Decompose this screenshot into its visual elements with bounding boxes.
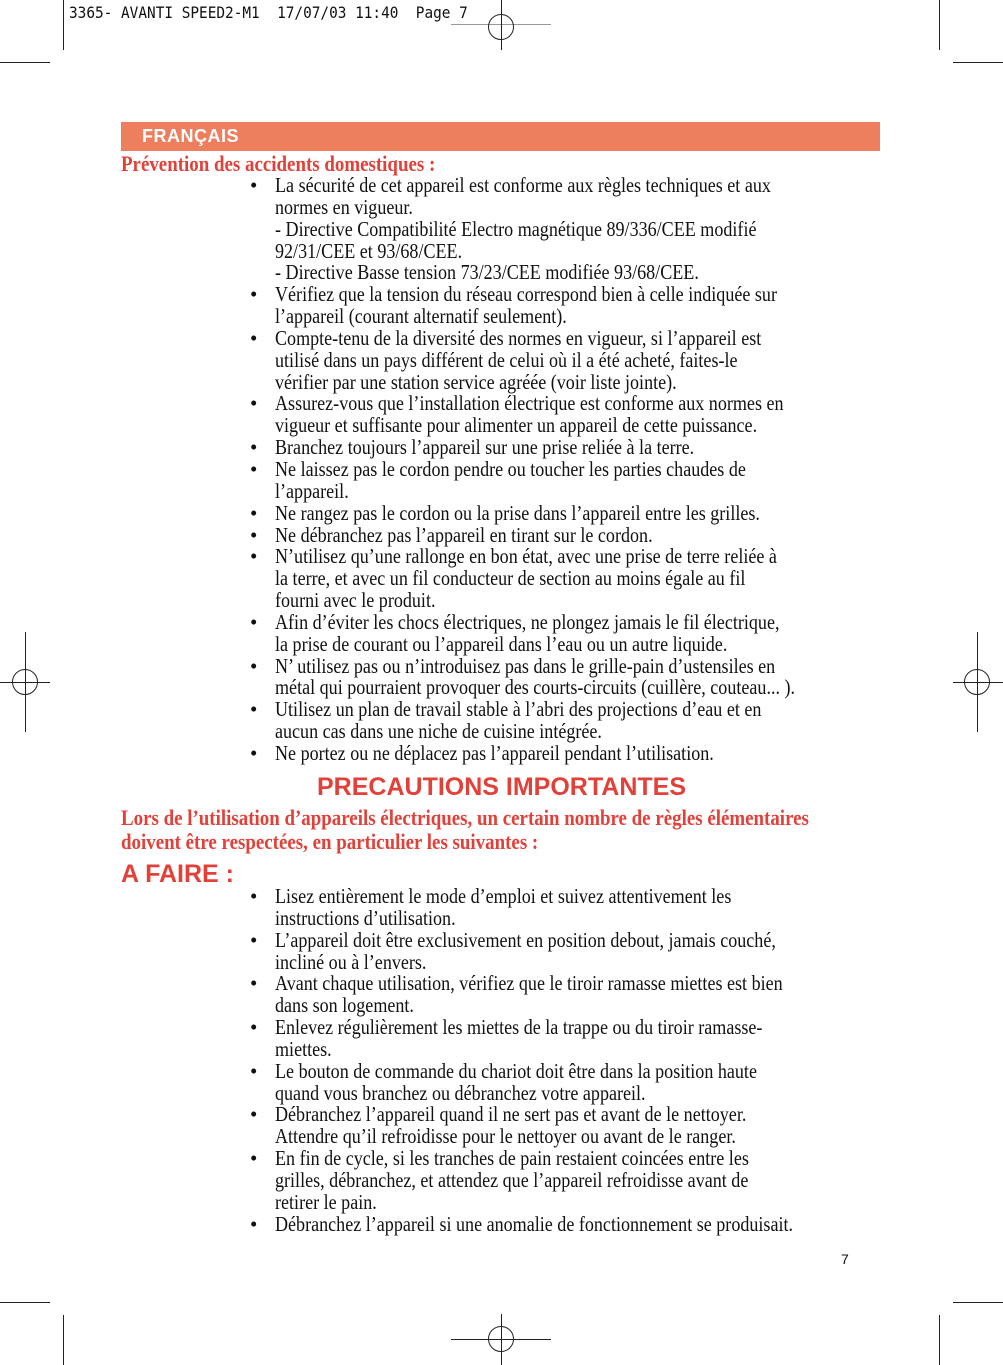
precautions-heading: PRECAUTIONS IMPORTANTES bbox=[317, 773, 686, 801]
crop-mark bbox=[939, 1315, 940, 1365]
list-item-line: - Directive Basse tension 73/23/CEE modifiée 93/68/CEE. bbox=[275, 260, 699, 285]
list-item-line: • Utilisez un plan de travail stable à l’abri des projections d’eau et en bbox=[275, 697, 762, 722]
registration-mark bbox=[12, 669, 38, 695]
list-item-line: • Vérifiez que la tension du réseau correspond bien à celle indiquée sur bbox=[275, 282, 777, 307]
list-item-line: • Afin d’éviter les chocs électriques, ne plongez jamais le fil électrique, bbox=[275, 609, 780, 634]
list-item-line: • En fin de cycle, si les tranches de pain restaient coincées entre les bbox=[275, 1146, 749, 1171]
list-item bbox=[250, 546, 880, 612]
list-item-line: • Compte-tenu de la diversité des normes en vigueur, si l’appareil est bbox=[275, 325, 762, 350]
list-item bbox=[250, 973, 877, 1017]
crop-mark bbox=[0, 62, 50, 63]
crop-mark bbox=[0, 1302, 50, 1303]
crop-mark bbox=[63, 1315, 64, 1365]
list-item bbox=[250, 1017, 877, 1061]
list-item-line: • N’ utilisez pas ou n’introduisez pas dans le grille-pain d’ustensiles en bbox=[275, 653, 776, 678]
list-item-line: vérifier par une station service agréée (voir liste jointe). bbox=[275, 369, 677, 394]
list-item-line: normes en vigueur. bbox=[275, 194, 413, 219]
list-item-line: - Directive Compatibilité Electro magnétique 89/336/CEE modifié bbox=[275, 216, 757, 241]
a-faire-heading: A FAIRE : bbox=[121, 860, 234, 888]
list-item-line: aucun cas dans une niche de cuisine intégrée. bbox=[275, 719, 602, 744]
list-item bbox=[250, 284, 880, 328]
list-item-line: utilisé dans un pays différent de celui où il a été acheté, faites-le bbox=[275, 347, 738, 372]
registration-mark bbox=[964, 669, 990, 695]
list-item-line: • Le bouton de commande du chariot doit être dans la position haute bbox=[275, 1058, 757, 1083]
list-item-line: • Ne débranchez pas l’appareil en tirant sur le cordon. bbox=[275, 522, 653, 547]
list-item-line: métal qui pourraient provoquer des courts-circuits (cuillère, couteau... ). bbox=[275, 675, 796, 700]
list-item-line: dans son logement. bbox=[275, 993, 414, 1018]
list-item-line: • Ne rangez pas le cordon ou la prise dans l’appareil entre les grilles. bbox=[275, 500, 760, 525]
section-title: Prévention des accidents domestiques : bbox=[121, 151, 436, 176]
list-item-line: l’appareil. bbox=[275, 478, 349, 503]
list-item-line: • Assurez-vous que l’installation électrique est conforme aux normes en bbox=[275, 391, 784, 416]
crop-mark bbox=[953, 62, 1003, 63]
list-item bbox=[250, 1104, 877, 1148]
list-item-line: la terre, et avec un fil conducteur de section au moins égale au fil bbox=[275, 566, 746, 591]
print-slug: 3365- AVANTI SPEED2-M1 17/07/03 11:40 Page 7 bbox=[69, 3, 468, 22]
list-item-line: • Lisez entièrement le mode d’emploi et suivez attentivement les bbox=[275, 884, 732, 908]
list-item-line: • L’appareil doit être exclusivement en position debout, jamais couché, bbox=[275, 927, 776, 952]
list-item bbox=[250, 609, 880, 656]
list-item-line: • Ne portez ou ne déplacez pas l’appareil pendant l’utilisation. bbox=[275, 740, 714, 765]
list-item bbox=[250, 522, 880, 547]
list-item bbox=[250, 886, 877, 930]
list-item bbox=[250, 175, 880, 284]
list-item bbox=[250, 699, 880, 743]
list-item-line: • Débranchez l’appareil quand il ne sert pas et avant de le nettoyer. bbox=[275, 1102, 747, 1127]
list-item bbox=[250, 1211, 877, 1236]
language-bar bbox=[121, 122, 880, 151]
list-item bbox=[250, 325, 880, 394]
do-list bbox=[250, 886, 877, 1236]
list-item bbox=[250, 1058, 877, 1105]
intro-line: doivent être respectées, en particulier les suivantes : bbox=[121, 829, 539, 854]
list-item-line: • Débranchez l’appareil si une anomalie de fonctionnement se produisait. bbox=[275, 1211, 794, 1236]
list-item bbox=[250, 1148, 877, 1214]
page-number: 7 bbox=[841, 1251, 849, 1267]
language-label: FRANÇAIS bbox=[142, 126, 239, 146]
list-item-line: Attendre qu’il refroidisse pour le nettoyer ou avant de le ranger. bbox=[275, 1124, 736, 1149]
list-item-line: • La sécurité de cet appareil est conforme aux règles techniques et aux bbox=[275, 173, 771, 197]
list-item-line: quand vous branchez ou débranchez votre appareil. bbox=[275, 1080, 646, 1105]
list-item bbox=[250, 437, 880, 459]
list-item-line: • N’utilisez qu’une rallonge en bon état, avec une prise de terre reliée à bbox=[275, 544, 777, 569]
list-item bbox=[250, 740, 880, 765]
list-item bbox=[250, 393, 880, 437]
safety-list bbox=[250, 175, 880, 765]
registration-mark bbox=[488, 1326, 514, 1352]
crop-mark bbox=[953, 1302, 1003, 1303]
registration-mark bbox=[488, 14, 514, 40]
list-item-line: l’appareil (courant alternatif seulement). bbox=[275, 304, 567, 329]
list-item-line: retirer le pain. bbox=[275, 1189, 377, 1214]
list-item-line: incliné ou à l’envers. bbox=[275, 949, 427, 974]
list-item-line: grilles, débranchez, et attendez que l’appareil refroidisse avant de bbox=[275, 1167, 749, 1192]
list-item-line: • Branchez toujours l’appareil sur une prise reliée à la terre. bbox=[275, 435, 695, 460]
list-item-line: fourni avec le produit. bbox=[275, 588, 436, 613]
list-item bbox=[250, 927, 877, 974]
crop-mark bbox=[63, 0, 64, 50]
list-item-line: • Ne laissez pas le cordon pendre ou toucher les parties chaudes de bbox=[275, 456, 746, 481]
list-item bbox=[250, 653, 880, 700]
list-item bbox=[250, 500, 880, 525]
list-item-line: miettes. bbox=[275, 1036, 332, 1061]
list-item-line: 92/31/CEE et 93/68/CEE. bbox=[275, 238, 463, 263]
list-item-line: vigueur et suffisante pour alimenter un appareil de cette puissance. bbox=[275, 413, 758, 438]
intro-line: Lors de l’utilisation d’appareils électriques, un certain nombre de règles élémentaires bbox=[121, 805, 809, 830]
list-item-line: • Avant chaque utilisation, vérifiez que le tiroir ramasse miettes est bien bbox=[275, 971, 783, 996]
list-item-line: instructions d’utilisation. bbox=[275, 905, 456, 930]
list-item-line: • Enlevez régulièrement les miettes de la trappe ou du tiroir ramasse- bbox=[275, 1015, 763, 1040]
list-item-line: la prise de courant ou l’appareil dans l’eau ou un autre liquide. bbox=[275, 631, 728, 656]
list-item bbox=[250, 456, 880, 503]
crop-mark bbox=[939, 0, 940, 50]
